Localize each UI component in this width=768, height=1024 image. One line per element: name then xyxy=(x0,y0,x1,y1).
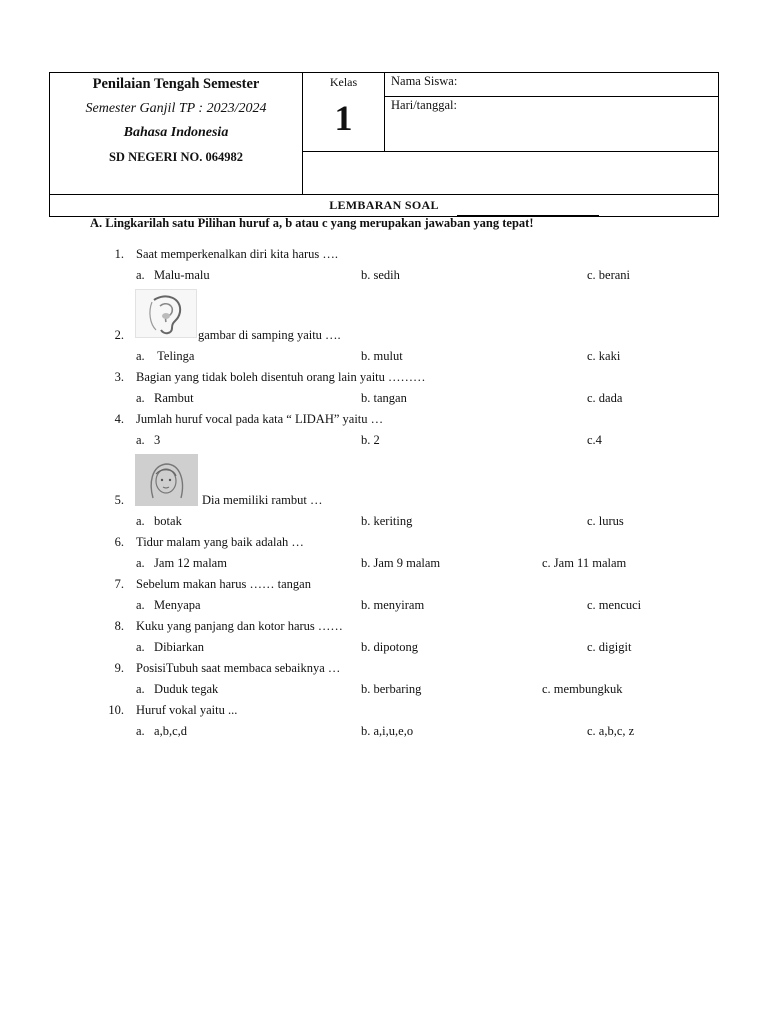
option-a[interactable]: a. Duduk tegak xyxy=(136,682,219,696)
school-label: SD NEGERI NO. 064982 xyxy=(108,150,244,164)
option-a[interactable]: a. Telinga xyxy=(136,349,195,363)
class-cell xyxy=(303,73,385,151)
option-b[interactable]: b. keriting xyxy=(361,514,413,528)
option-b[interactable]: b. 2 xyxy=(361,433,380,447)
class-label: Kelas xyxy=(329,75,358,89)
option-c[interactable]: c. kaki xyxy=(587,349,621,363)
exam-title: Penilaian Tengah Semester xyxy=(92,76,260,92)
option-a[interactable]: a. Rambut xyxy=(136,391,194,405)
option-c[interactable]: c. dada xyxy=(587,391,623,405)
subject-label: Bahasa Indonesia xyxy=(123,125,229,140)
option-b[interactable]: b. tangan xyxy=(361,391,407,405)
blank-cell xyxy=(303,151,719,194)
option-a[interactable]: a. botak xyxy=(136,514,182,528)
question-text: Dia memiliki rambut … xyxy=(202,493,323,507)
date-label[interactable]: Hari/tanggal: xyxy=(391,98,457,112)
option-b[interactable]: b. sedih xyxy=(361,268,400,282)
question-text: gambar di samping yaitu …. xyxy=(198,328,341,342)
question-number: 2. xyxy=(114,328,124,342)
question-number: 1. xyxy=(114,247,124,261)
question-number: 4. xyxy=(114,412,124,426)
semester-label: Semester Ganjil TP : 2023/2024 xyxy=(85,101,267,116)
student-info-cell xyxy=(385,73,719,151)
option-b[interactable]: b. menyiram xyxy=(361,598,425,612)
ear-icon xyxy=(136,290,196,337)
class-number: 1 xyxy=(334,98,353,138)
option-a[interactable]: a. Jam 12 malam xyxy=(136,556,227,570)
question-number: 3. xyxy=(114,370,124,384)
option-a[interactable]: a. Dibiarkan xyxy=(136,640,205,654)
option-c[interactable]: c. Jam 11 malam xyxy=(542,556,627,570)
instruction-text: A. Lingkarilah satu Pilihan huruf a, b atau c yang merupakan jawaban yang tepat! xyxy=(90,216,534,230)
question-text: Bagian yang tidak boleh disentuh orang lain yaitu ……… xyxy=(136,370,426,384)
question-text: Jumlah huruf vocal pada kata “ LIDAH” yaitu … xyxy=(136,412,384,426)
girl-face-icon xyxy=(135,454,198,506)
sheet-title-row xyxy=(50,194,718,216)
option-a[interactable]: a. Malu-malu xyxy=(136,268,210,282)
question-number: 5. xyxy=(114,493,124,507)
question-number: 6. xyxy=(114,535,124,549)
girl-image xyxy=(135,454,198,506)
question-text: Saat memperkenalkan diri kita harus …. xyxy=(136,247,339,261)
option-a[interactable]: a. Menyapa xyxy=(136,598,201,612)
name-row-divider xyxy=(385,96,719,97)
option-b[interactable]: b. mulut xyxy=(361,349,403,363)
student-name-label[interactable]: Nama Siswa: xyxy=(391,74,458,88)
question-text: Kuku yang panjang dan kotor harus …… xyxy=(136,619,343,633)
option-c[interactable]: c.4 xyxy=(587,433,602,447)
option-b[interactable]: b. a,i,u,e,o xyxy=(361,724,414,738)
option-b[interactable]: b. berbaring xyxy=(361,682,422,696)
option-c[interactable]: c. digigit xyxy=(587,640,632,654)
question-text: Huruf vokal yaitu ... xyxy=(136,703,238,717)
option-c[interactable]: c. mencuci xyxy=(587,598,642,612)
question-text: Sebelum makan harus …… tangan xyxy=(136,577,311,591)
ear-image xyxy=(135,289,197,338)
question-number: 7. xyxy=(114,577,124,591)
option-c[interactable]: c. a,b,c, z xyxy=(587,724,635,738)
option-a[interactable]: a. 3 xyxy=(136,433,161,447)
question-number: 10. xyxy=(108,703,124,717)
sheet-title: LEMBARAN SOAL xyxy=(329,198,439,212)
question-text: PosisiTubuh saat membaca sebaiknya … xyxy=(136,661,341,675)
option-c[interactable]: c. lurus xyxy=(587,514,624,528)
option-c[interactable]: c. membungkuk xyxy=(542,682,623,696)
option-b[interactable]: b. Jam 9 malam xyxy=(361,556,441,570)
option-b[interactable]: b. dipotong xyxy=(361,640,418,654)
question-number: 8. xyxy=(114,619,124,633)
header-table xyxy=(49,72,719,217)
option-c[interactable]: c. berani xyxy=(587,268,631,282)
question-number: 9. xyxy=(114,661,124,675)
option-a[interactable]: a. a,b,c,d xyxy=(136,724,188,738)
exam-info-cell xyxy=(50,73,303,194)
question-text: Tidur malam yang baik adalah … xyxy=(136,535,304,549)
